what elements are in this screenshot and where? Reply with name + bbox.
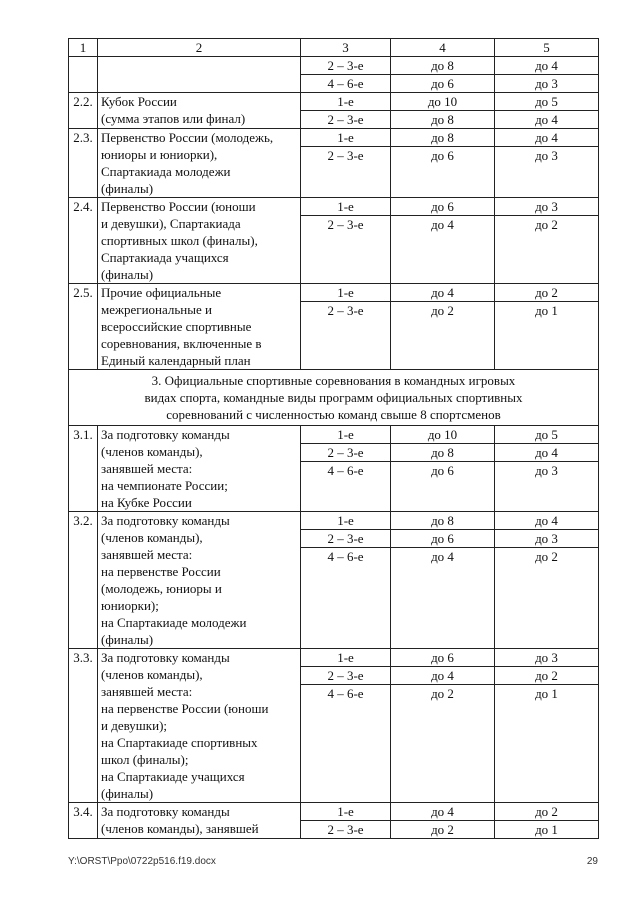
description-line: (членов команды), [101, 444, 203, 459]
place-cell: 1-е [301, 803, 390, 821]
value-cell: до 10 [391, 93, 494, 111]
awards-table [68, 38, 599, 839]
header-row [69, 39, 599, 57]
place-cell: 2 – 3-е [327, 303, 364, 318]
table-row [69, 649, 599, 803]
description-line: на Кубке России [101, 495, 192, 510]
description-line: всероссийские спортивные [101, 319, 252, 334]
place-cell: 1-е [301, 426, 390, 444]
value-cell: до 4 [535, 112, 558, 127]
value-cell: до 8 [431, 112, 454, 127]
file-path: Y:\ORST\Ppo\0722p516.f19.docx [68, 856, 216, 867]
value-cell: до 2 [431, 303, 454, 318]
place-cell: 1-е [301, 284, 390, 302]
description-line: межрегиональные и [101, 302, 212, 317]
place-cell: 4 – 6-е [327, 463, 364, 478]
description-line: Спартакиада молодежи [101, 164, 231, 179]
description-line: За подготовку команды [101, 650, 230, 665]
document-page [68, 38, 598, 839]
description-line: соревнования, включенные в [101, 336, 262, 351]
description-line: Первенство России (юноши [101, 199, 256, 214]
section-heading-line: соревнований с численностью команд свыше 8 спортсменов [166, 407, 501, 422]
value-cell: до 2 [495, 803, 598, 821]
description-line: (членов команды), [101, 667, 203, 682]
value-cell: до 4 [391, 803, 494, 821]
value-cell: до 2 [535, 217, 558, 232]
value-cell: до 8 [391, 129, 494, 147]
value-cell: до 3 [535, 463, 558, 478]
description-line: (членов команды), занявшей [101, 821, 259, 836]
value-cell: до 4 [391, 284, 494, 302]
description-line: на первенстве России [101, 564, 221, 579]
description-line: на Спартакиаде спортивных [101, 735, 258, 750]
value-cell: до 8 [391, 444, 494, 462]
value-cell: до 4 [391, 667, 494, 685]
place-cell: 2 – 3-е [327, 217, 364, 232]
value-cell: до 1 [535, 303, 558, 318]
row-number: 2.3. [73, 130, 93, 145]
description-line: занявшей места: [101, 684, 193, 699]
place-cell: 2 – 3-е [301, 530, 390, 548]
description-line: юниоры и юниорки), [101, 147, 218, 162]
description-line: юниорки); [101, 598, 159, 613]
row-number: 3.2. [73, 513, 93, 528]
value-cell: до 4 [495, 512, 598, 530]
place-cell: 2 – 3-е [327, 112, 364, 127]
value-cell: до 1 [535, 822, 558, 837]
page-footer [68, 856, 598, 867]
place-cell: 2 – 3-е [327, 148, 364, 163]
description-line: (членов команды), [101, 530, 203, 545]
table-row [69, 284, 599, 370]
place-cell: 1-е [301, 649, 390, 667]
value-cell: до 6 [391, 649, 494, 667]
description-line: Первенство России (молодежь, [101, 130, 274, 145]
row-number: 2.5. [73, 285, 93, 300]
value-cell: до 8 [391, 57, 494, 75]
description-line: и девушки), Спартакиада [101, 216, 241, 231]
description-line: и девушки); [101, 718, 168, 733]
place-cell: 2 – 3-е [301, 444, 390, 462]
description-line: (финалы) [101, 181, 154, 196]
header-col-2: 2 [98, 39, 301, 57]
description-line: (финалы) [101, 632, 154, 647]
description-line: (сумма этапов или финал) [101, 111, 246, 126]
value-cell: до 3 [535, 76, 558, 91]
value-cell: до 4 [495, 129, 598, 147]
row-number: 2.4. [73, 199, 93, 214]
page-number: 29 [586, 856, 598, 867]
description-line: школ (финалы); [101, 752, 189, 767]
value-cell: до 6 [431, 76, 454, 91]
value-cell: до 10 [391, 426, 494, 444]
table-row [69, 198, 599, 284]
section-heading-line: 3. Официальные спортивные соревнования в командных игровых [151, 373, 516, 388]
description-line: Прочие официальные [101, 285, 222, 300]
description-line: спортивных школ (финалы), [101, 233, 258, 248]
description-line: (молодежь, юниоры и [101, 581, 222, 596]
table-row [69, 93, 599, 129]
description-line: За подготовку команды [101, 427, 230, 442]
value-cell: до 1 [535, 686, 558, 701]
value-cell: до 2 [495, 667, 598, 685]
continuation-row [69, 57, 599, 93]
description-line: на Спартакиаде учащихся [101, 769, 245, 784]
value-cell: до 6 [391, 198, 494, 216]
place-cell: 1-е [301, 93, 390, 111]
value-cell: до 3 [495, 198, 598, 216]
description-line: занявшей места: [101, 547, 193, 562]
row-number: 2.2. [73, 94, 93, 109]
description-line: занявшей места: [101, 461, 193, 476]
description-line: (финалы) [101, 786, 154, 801]
value-cell: до 8 [391, 512, 494, 530]
value-cell: до 4 [495, 57, 598, 75]
value-cell: до 2 [431, 686, 454, 701]
value-cell: до 4 [495, 444, 598, 462]
value-cell: до 3 [495, 649, 598, 667]
row-number: 3.4. [73, 804, 93, 819]
place-cell: 4 – 6-е [327, 549, 364, 564]
header-col-5: 5 [495, 39, 599, 57]
section-heading-row [69, 370, 599, 426]
place-cell: 4 – 6-е [327, 686, 364, 701]
value-cell: до 4 [431, 549, 454, 564]
value-cell: до 6 [431, 463, 454, 478]
table-row [69, 803, 599, 839]
value-cell: до 2 [495, 284, 598, 302]
value-cell: до 6 [391, 530, 494, 548]
value-cell: до 5 [495, 426, 598, 444]
row-number: 3.3. [73, 650, 93, 665]
row-number: 3.1. [73, 427, 93, 442]
place-cell: 1-е [301, 198, 390, 216]
description-line: на первенстве России (юноши [101, 701, 269, 716]
header-col-3: 3 [301, 39, 391, 57]
place-cell: 2 – 3-е [301, 667, 390, 685]
description-line: За подготовку команды [101, 513, 230, 528]
value-cell: до 2 [431, 822, 454, 837]
description-line: Спартакиада учащихся [101, 250, 229, 265]
value-cell: до 3 [495, 530, 598, 548]
place-cell: 2 – 3-е [301, 57, 390, 75]
value-cell: до 3 [535, 148, 558, 163]
header-col-1: 1 [69, 39, 98, 57]
section-heading-line: видах спорта, командные виды программ официальных спортивных [144, 390, 523, 405]
description-line: Единый календарный план [101, 353, 251, 368]
description-line: (финалы) [101, 267, 154, 282]
description-line: на Спартакиаде молодежи [101, 615, 247, 630]
description-line: Кубок России [101, 94, 177, 109]
description-line: на чемпионате России; [101, 478, 228, 493]
section-heading [69, 370, 599, 426]
table-row [69, 426, 599, 512]
place-cell: 2 – 3-е [327, 822, 364, 837]
place-cell: 1-е [301, 512, 390, 530]
description-line: За подготовку команды [101, 804, 230, 819]
value-cell: до 4 [431, 217, 454, 232]
header-col-4: 4 [391, 39, 495, 57]
value-cell: до 5 [495, 93, 598, 111]
value-cell: до 2 [535, 549, 558, 564]
place-cell: 4 – 6-е [327, 76, 364, 91]
table-row [69, 129, 599, 198]
place-cell: 1-е [301, 129, 390, 147]
value-cell: до 6 [431, 148, 454, 163]
table-row [69, 512, 599, 649]
